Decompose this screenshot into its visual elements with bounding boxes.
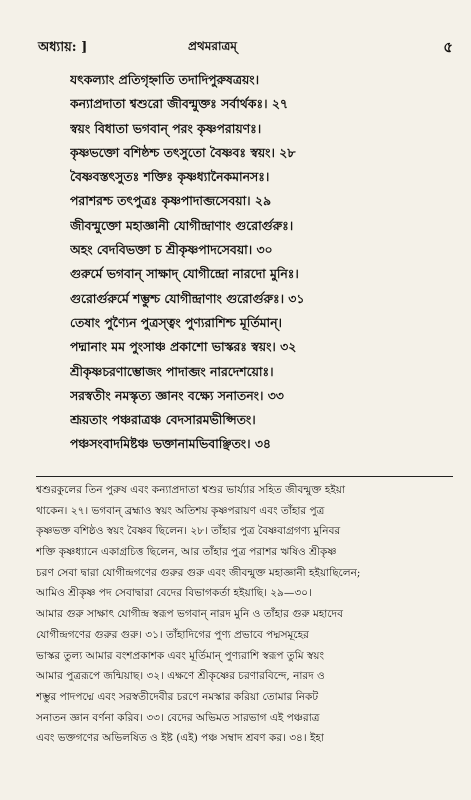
- commentary-line: থাকেন। ২৭। ভগবান্ ব্রহ্মাও স্বয়ং অতিশয় কৃষ্ণপরায়ণ এবং তাঁহার পুত্র: [36, 504, 325, 517]
- verse-line: কন্যাপ্রদাতা শ্বশুরো জীবন্মুক্তঃ সর্বার্থকঃ। ২৭: [70, 96, 288, 112]
- commentary-line: ভাস্কর তুল্য আমার বংশপ্রকাশক এবং মূর্তিমান্ পুণ্যরাশি স্বরূপ তুমি স্বয়ং: [36, 649, 324, 662]
- running-title: প্রথমরাত্রম্: [188, 39, 237, 53]
- commentary-line: আমার পুত্ররূপে জন্মিয়াছ। ৩২। এক্ষণে শ্রীকৃষ্ণের চরণারবিন্দে, নারদ ও: [36, 670, 325, 683]
- commentary-line: আমার গুরু সাক্ষাৎ যোগীন্দ্র স্বরূপ ভগবান্ নারদ মুনি ও তাঁহার গুরু মহাদেব: [36, 608, 343, 621]
- commentary-line: সনাতন জ্ঞান বর্ণনা করিব। ৩৩। বেদের অভিমত সারভাগ এই পঞ্চরাত্র: [36, 711, 320, 724]
- verse-line: পরাশরশ্চ তৎপুত্রঃ কৃষ্ণপাদাব্জসেবয়া। ২৯: [70, 193, 272, 209]
- commentary-line: শ্বশুরকুলের তিন পুরুষ এবং কন্যাপ্রদাতা শ্বশুর ভার্য্যার সহিত জীবন্মুক্ত হইয়া: [36, 484, 346, 496]
- verse-line: বৈষ্ণবস্তৎসুতঃ শক্তিঃ কৃষ্ণধ্যানৈকমানসঃ।: [70, 169, 270, 185]
- verse-line: অহং বেদবিভক্তা চ শ্রীকৃষ্ণপাদসেবয়া। ৩০: [70, 242, 273, 258]
- verse-line: পদ্মানাং মম পুংসাঞ্চ প্রকাশো ভাস্করঃ স্বয়ং। ৩২: [70, 339, 297, 355]
- verse-block: [70, 68, 450, 457]
- commentary-line: আমিও শ্রীকৃষ্ণ পদ সেবাদ্বারা বেদের বিভাগকর্তা হইয়াছি। ২৯—৩০।: [36, 587, 312, 600]
- commentary-line: শম্ভুর পাদপদ্মে এবং সরস্বতীদেবীর চরণে নমস্কার করিয়া তোমার নিকট: [36, 690, 319, 703]
- verse-line: গুরুর্মে ভগবান্ সাক্ষাদ্ যোগীন্দ্রো নারদো মুনিঃ।: [70, 266, 299, 282]
- verse-line: শ্রীকৃষ্ণচরণাম্ভোজং পাদাব্জং নারদেশয়োঃ।: [70, 363, 274, 379]
- running-header: [38, 38, 453, 60]
- commentary-block: [36, 480, 455, 749]
- verse-line: জীবন্মুক্তো মহাজ্ঞানী যোগীন্দ্রাণাং গুরোর্গুরুঃ।: [70, 217, 294, 233]
- verse-line: যৎকল্যাং প্রতিগৃহ্নাতি তদাদিপুরুষত্রয়ং।: [70, 72, 260, 87]
- verse-line: পঞ্চসংবাদমিষ্টঞ্চ ভক্তানামভিবাঞ্ছিতং। ৩৪: [70, 436, 271, 452]
- verse-line: সরস্বতীং নমস্কৃত্য জ্ঞানং বক্ষ্যে সনাতনং। ৩৩: [70, 387, 284, 403]
- commentary-line: চরণ সেবা দ্বারা যোগীন্দ্রগণের গুরুর গুরু এবং জীবন্মুক্ত মহাজ্ঞানী হইয়াছিলেন;: [36, 566, 361, 579]
- commentary-line: এবং ভক্তগণের অভিলষিত ও ইষ্ট (এই) পঞ্চ সম্বাদ শ্রবণ কর। ৩৪। ইহা: [36, 732, 324, 745]
- section-divider: [36, 476, 453, 477]
- chapter-label: অধ্যায়: ]: [38, 40, 88, 55]
- verse-line: শ্রূয়তাং পঞ্চরাত্রঞ্চ বেদসারমভীপ্সিতং।: [70, 412, 256, 428]
- commentary-line: কৃষ্ণভক্ত বশিষ্ঠও স্বয়ং বৈষ্ণব ছিলেন। ২৮। তাঁহার পুত্র বৈষ্ণবাগ্রগণ্য মুনিবর: [36, 525, 341, 538]
- verse-line: স্বয়ং বিধাতা ভগবান্ পরং কৃষ্ণপরায়ণঃ।: [70, 120, 262, 136]
- commentary-line: যোগীন্দ্রগণের গুরুর গুরু। ৩১। তাঁহাদিগের পুণ্য প্রভাবে পদ্মসমূহের: [36, 628, 309, 641]
- verse-line: গুরোর্গুরুর্মে শম্ভুশ্চ যোগীন্দ্রাণাং গুরোর্গুরুঃ। ৩১: [70, 290, 305, 306]
- verse-line: তেষাং পুণ্যৈন পুত্রস্ত্বং পুণ্যরাশিশ্চ মূর্তিমান্।: [70, 314, 282, 330]
- verse-line: কৃষ্ণভক্তো বশিষ্ঠশ্চ তৎসুতো বৈষ্ণবঃ স্বয়ং। ২৮: [70, 144, 296, 160]
- page-number: ৫: [443, 38, 453, 56]
- commentary-line: শক্তি কৃষ্ণধ্যানে একাগ্রচিত্ত ছিলেন, আর তাঁহার পুত্র পরাশর ঋষিও শ্রীকৃষ্ণ: [36, 546, 337, 559]
